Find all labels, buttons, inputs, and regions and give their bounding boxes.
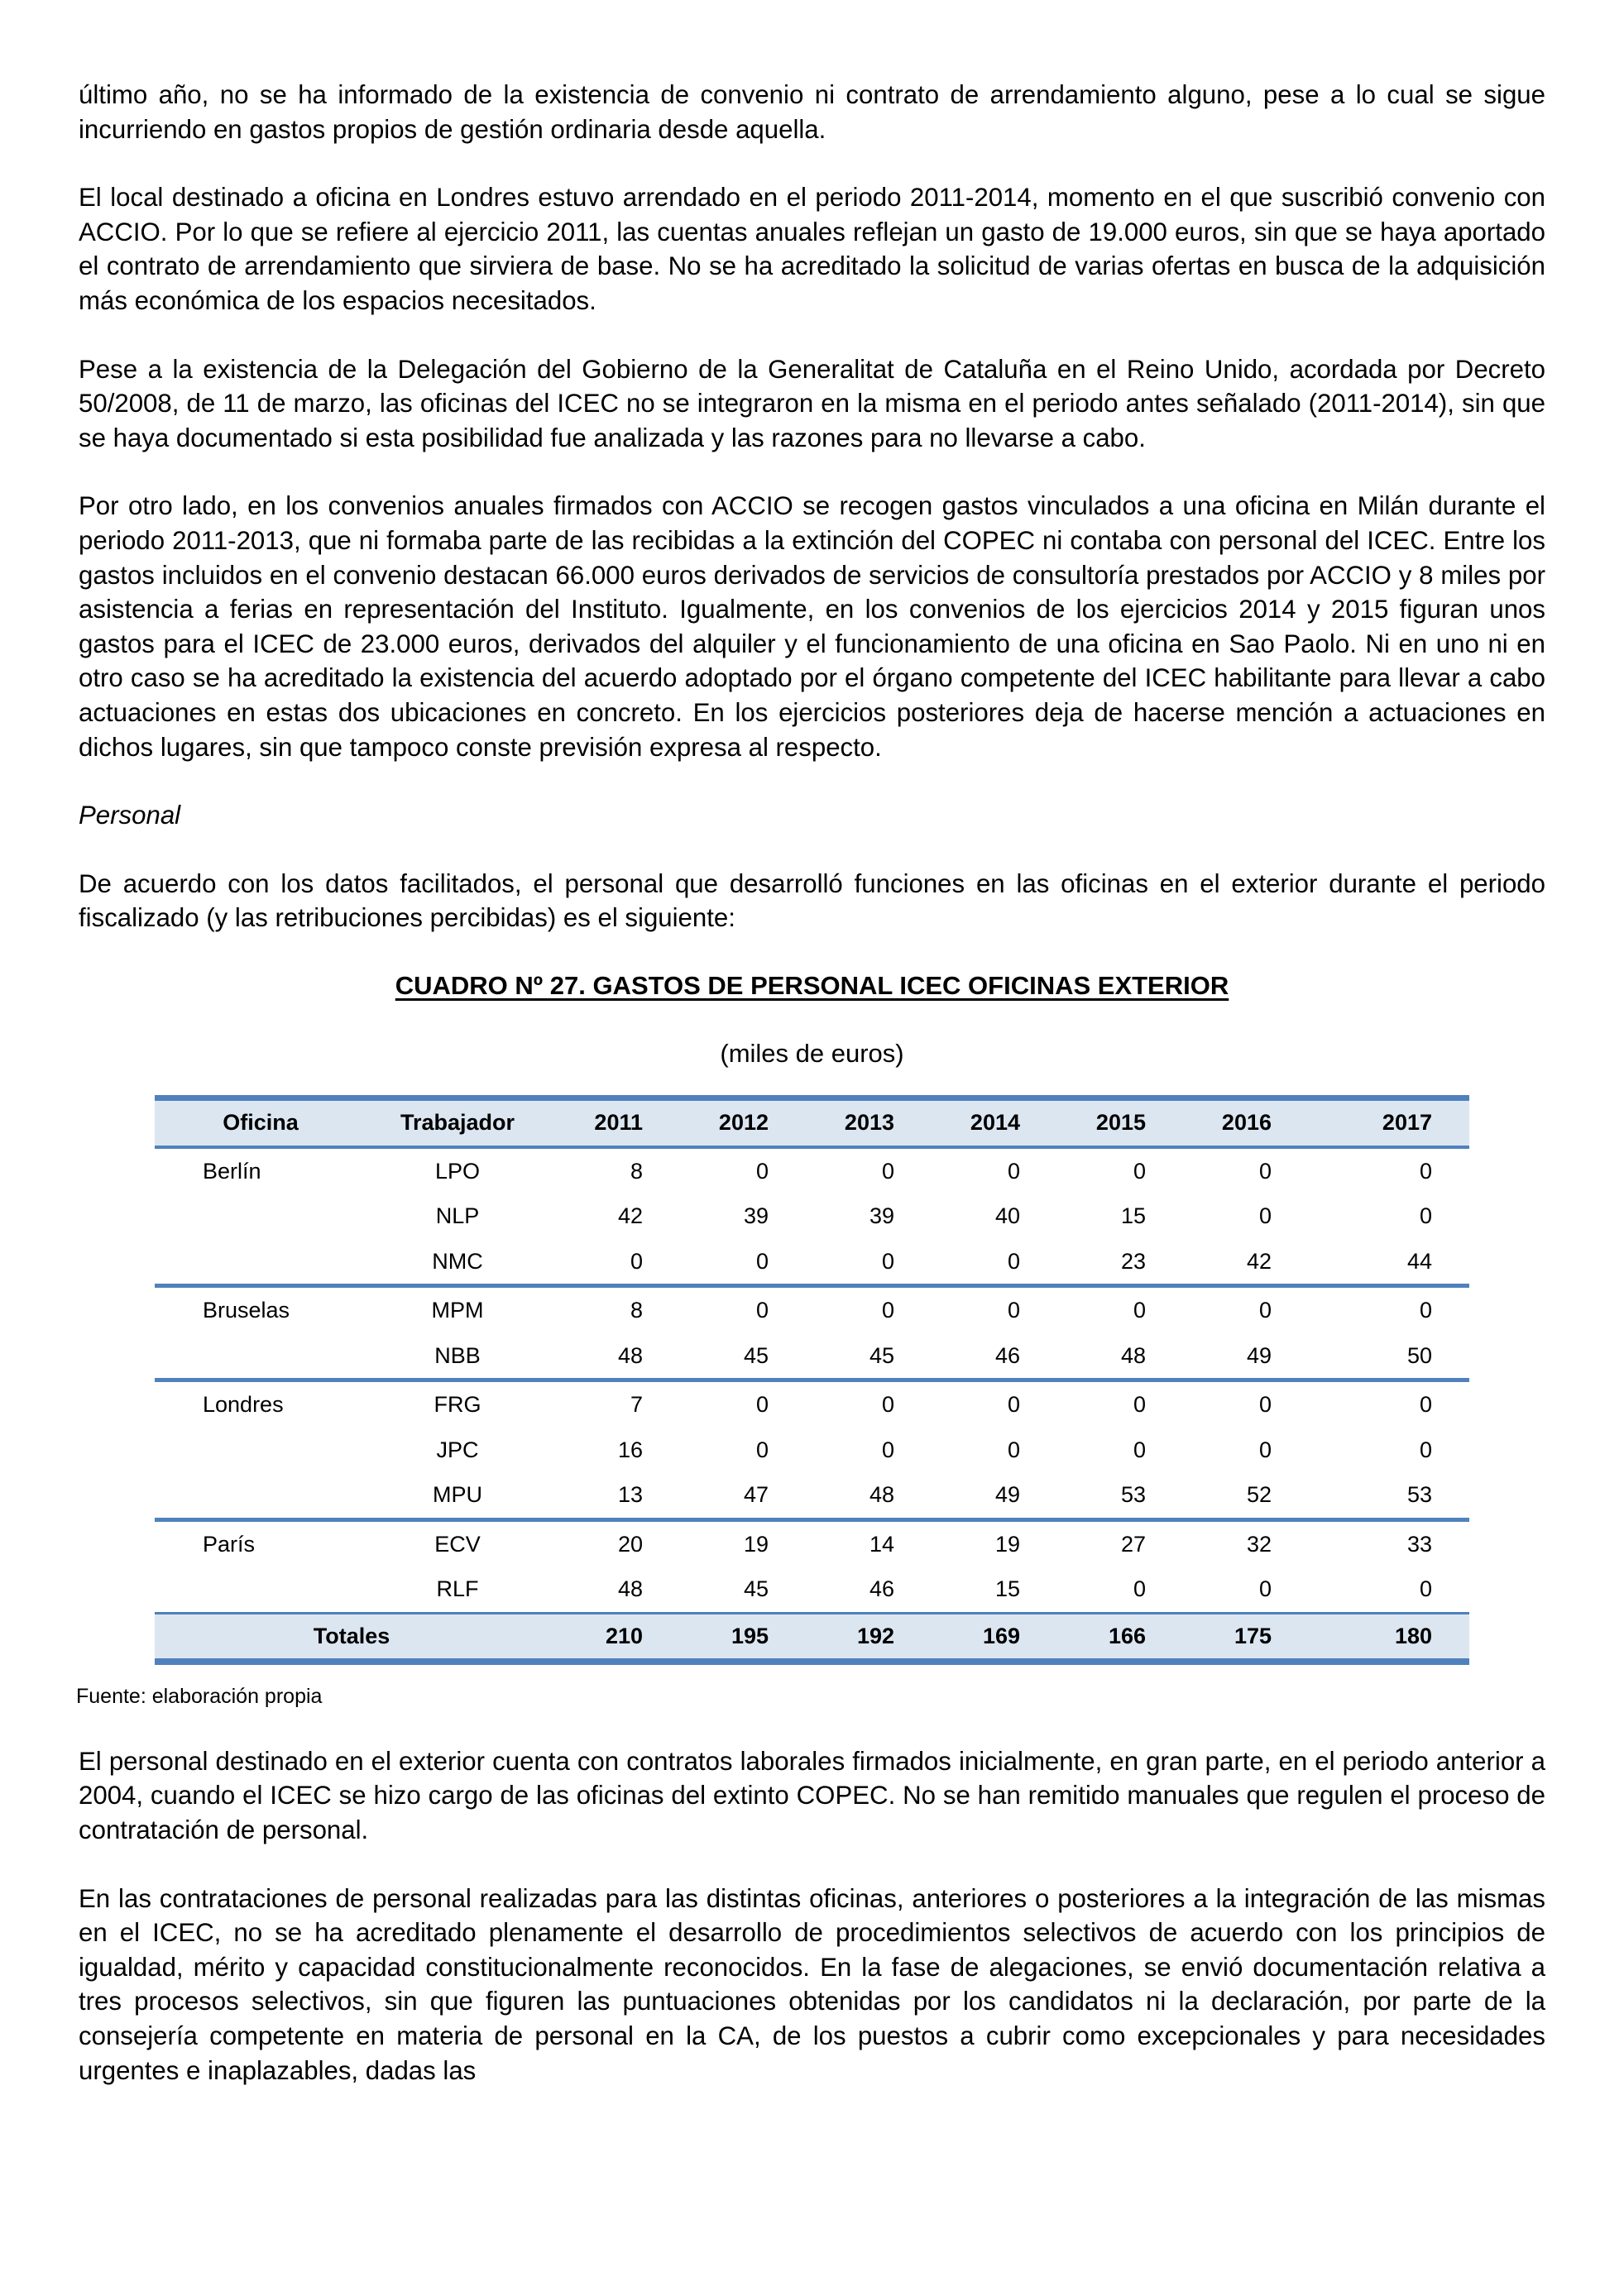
cell-value: 48 xyxy=(549,1333,674,1380)
cell-value: 0 xyxy=(1419,1298,1432,1323)
cell-trabajador: RLF xyxy=(436,1576,479,1602)
total-2013: 192 xyxy=(800,1613,926,1662)
cell-value: 53 xyxy=(1052,1472,1177,1519)
cell-trabajador: MPM xyxy=(431,1298,484,1323)
cell-value: 48 xyxy=(800,1472,926,1519)
cell-value: 8 xyxy=(630,1158,643,1184)
cell-oficina xyxy=(155,1472,366,1519)
cell-value: 15 xyxy=(994,1576,1020,1602)
cell-value: 0 xyxy=(881,1437,894,1462)
cell-value: 0 xyxy=(881,1158,894,1184)
column-header-2016: 2016 xyxy=(1177,1098,1303,1147)
cell-trabajador: LPO xyxy=(434,1158,481,1184)
total-2011: 210 xyxy=(549,1613,674,1662)
cell-value: 0 xyxy=(1258,1576,1272,1602)
cell-value: 0 xyxy=(1258,1392,1272,1418)
cell-oficina xyxy=(155,1239,366,1286)
cell-value: 45 xyxy=(674,1333,800,1380)
paragraph-delegation: Pese a la existencia de la Delegación del Gobierno de la Generalitat de Cataluña en el Reino Unido, acordada por Decreto 50/2008, de 11 de marzo, las oficinas del ICEC no se integraron en la misma en el periodo antes señalado (2011-2014), sin que se haya documentado si esta posibilidad fue analizada y las razones para no llevarse a cabo. xyxy=(79,354,1545,452)
totals-label: Totales xyxy=(155,1613,549,1662)
table-title: CUADRO Nº 27. GASTOS DE PERSONAL ICEC OFICINAS EXTERIOR xyxy=(395,970,1229,1000)
cell-value: 0 xyxy=(1133,1437,1146,1462)
cell-value: 0 xyxy=(1133,1392,1146,1418)
table-subtitle: (miles de euros) xyxy=(720,1038,904,1068)
cell-value: 0 xyxy=(549,1239,674,1286)
column-header-2017: 2017 xyxy=(1303,1098,1469,1147)
cell-oficina xyxy=(155,1193,366,1239)
cell-value: 0 xyxy=(1419,1203,1432,1229)
section-heading-personal: Personal xyxy=(79,801,181,830)
cell-oficina xyxy=(155,1428,366,1473)
cell-trabajador: NBB xyxy=(366,1333,549,1380)
cell-value: 0 xyxy=(755,1437,769,1462)
paragraph-personal-intro: De acuerdo con los datos facilitados, el personal que desarrolló funciones en las oficinas en el exterior durante el periodo fiscalizado (y las retribuciones percibidas) es el siguiente: xyxy=(79,868,1545,933)
paragraph-staff-contracts: El personal destinado en el exterior cuenta con contratos laborales firmados inicialmente, en gran parte, en el periodo anterior a 2004, cuando el ICEC se hizo cargo de las oficinas del extinto COPEC. No se han remitido manuales que regulen el proceso de contratación de personal. xyxy=(79,1746,1545,1845)
personnel-expenses-table xyxy=(155,1095,1469,1665)
table-row xyxy=(155,1193,1469,1239)
total-2015: 166 xyxy=(1052,1613,1177,1662)
cell-value: 0 xyxy=(755,1158,769,1184)
cell-value: 7 xyxy=(630,1392,643,1418)
cell-value: 0 xyxy=(1007,1392,1020,1418)
column-header-2013: 2013 xyxy=(800,1098,926,1147)
cell-value: 0 xyxy=(755,1298,769,1323)
cell-trabajador: NLP xyxy=(435,1203,480,1229)
total-2012: 195 xyxy=(674,1613,800,1662)
cell-value: 19 xyxy=(994,1531,1020,1557)
cell-trabajador: NMC xyxy=(366,1239,549,1286)
cell-value: 0 xyxy=(1133,1576,1146,1602)
cell-value: 45 xyxy=(800,1333,926,1380)
cell-value: 0 xyxy=(926,1239,1052,1286)
cell-value: 42 xyxy=(617,1203,643,1229)
column-header-2011: 2011 xyxy=(549,1098,674,1147)
cell-value: 50 xyxy=(1303,1333,1469,1380)
cell-value: 0 xyxy=(1419,1158,1432,1184)
cell-oficina: París xyxy=(203,1531,256,1557)
cell-value: 0 xyxy=(1007,1158,1020,1184)
table-row xyxy=(155,1286,1469,1333)
column-header-2014: 2014 xyxy=(926,1098,1052,1147)
total-2016: 175 xyxy=(1177,1613,1303,1662)
cell-value: 47 xyxy=(674,1472,800,1519)
cell-oficina xyxy=(155,1567,366,1613)
cell-value: 14 xyxy=(869,1531,894,1557)
cell-value: 45 xyxy=(743,1576,769,1602)
table-row xyxy=(155,1472,1469,1519)
cell-value: 16 xyxy=(617,1437,643,1462)
cell-value: 0 xyxy=(1258,1158,1272,1184)
table-row xyxy=(155,1380,1469,1428)
personnel-expenses-table-container xyxy=(155,1095,1469,1665)
cell-value: 48 xyxy=(1052,1333,1177,1380)
table-row xyxy=(155,1519,1469,1567)
cell-value: 0 xyxy=(674,1239,800,1286)
cell-value: 0 xyxy=(1258,1437,1272,1462)
cell-value: 39 xyxy=(869,1203,894,1229)
cell-value: 8 xyxy=(630,1298,643,1323)
cell-value: 0 xyxy=(1133,1158,1146,1184)
column-header-oficina: Oficina xyxy=(155,1098,366,1147)
cell-value: 49 xyxy=(926,1472,1052,1519)
document-page xyxy=(76,78,1545,2121)
cell-value: 46 xyxy=(869,1576,894,1602)
cell-value: 0 xyxy=(1258,1203,1272,1229)
total-2017: 180 xyxy=(1303,1613,1469,1662)
cell-value: 44 xyxy=(1303,1239,1469,1286)
cell-value: 0 xyxy=(1007,1298,1020,1323)
cell-trabajador: ECV xyxy=(434,1531,481,1557)
cell-value: 13 xyxy=(549,1472,674,1519)
paragraph-lease-info: último año, no se ha informado de la existencia de convenio ni contrato de arrendamiento alguno, pese a lo cual se sigue incurriendo en gastos propios de gestión ordinaria desde aquella. xyxy=(79,80,1545,144)
cell-value: 32 xyxy=(1246,1531,1272,1557)
cell-value: 0 xyxy=(881,1298,894,1323)
table-row xyxy=(155,1333,1469,1380)
cell-value: 20 xyxy=(617,1531,643,1557)
cell-value: 0 xyxy=(800,1239,926,1286)
paragraph-milan-saopaolo: Por otro lado, en los convenios anuales firmados con ACCIO se recogen gastos vinculados a una oficina en Milán durante el periodo 2011-2013, que ni formaba parte de las recibidas a la extinción del COPEC ni contaba con personal del ICEC. Entre los gastos incluidos en el convenio destacan 66.000 euros derivados de servicios de consultoría prestados por ACCIO y 8 miles por asistencia a ferias en representación del Instituto. Igualmente, en los convenios de los ejercicios 2014 y 2015 figuran unos gastos para el ICEC de 23.000 euros, derivados del alquiler y el funcionamiento de una oficina en Sao Paolo. Ni en uno ni en otro caso se ha acreditado la existencia del acuerdo adoptado por el órgano competente del ICEC habilitante para llevar a cabo actuaciones en estas dos ubicaciones en concreto. En los ejercicios posteriores deja de hacerse mención a actuaciones en dichos lugares, sin que tampoco conste previsión expresa al respecto. xyxy=(79,491,1545,762)
cell-value: 0 xyxy=(1419,1392,1432,1418)
cell-oficina xyxy=(155,1333,366,1380)
table-header-row xyxy=(155,1098,1469,1147)
cell-value: 49 xyxy=(1177,1333,1303,1380)
column-header-2015: 2015 xyxy=(1052,1098,1177,1147)
cell-value: 0 xyxy=(1258,1298,1272,1323)
table-row xyxy=(155,1239,1469,1286)
cell-value: 0 xyxy=(755,1392,769,1418)
totals-row xyxy=(155,1613,1469,1662)
cell-value: 19 xyxy=(743,1531,769,1557)
cell-value: 0 xyxy=(1133,1298,1146,1323)
cell-oficina: Londres xyxy=(203,1392,284,1418)
cell-value: 46 xyxy=(926,1333,1052,1380)
table-row xyxy=(155,1147,1469,1194)
cell-value: 40 xyxy=(994,1203,1020,1229)
cell-trabajador: MPU xyxy=(366,1472,549,1519)
cell-value: 0 xyxy=(1007,1437,1020,1462)
cell-value: 23 xyxy=(1052,1239,1177,1286)
cell-value: 27 xyxy=(1120,1531,1146,1557)
paragraph-london-office: El local destinado a oficina en Londres estuvo arrendado en el periodo 2011-2014, momento en el que suscribió convenio con ACCIO. Por lo que se refiere al ejercicio 2011, las cuentas anuales reflejan un gasto de 19.000 euros, sin que se haya aportado el contrato de arrendamiento que sirviera de base. No se ha acreditado la solicitud de varias ofertas en busca de la adquisición más económica de los espacios necesitados. xyxy=(79,183,1545,315)
table-row xyxy=(155,1428,1469,1473)
cell-value: 48 xyxy=(617,1576,643,1602)
table-source-note: Fuente: elaboración propia xyxy=(76,1684,323,1708)
cell-trabajador: JPC xyxy=(436,1437,479,1462)
cell-value: 0 xyxy=(1419,1576,1432,1602)
cell-value: 53 xyxy=(1303,1472,1469,1519)
table-row xyxy=(155,1567,1469,1613)
cell-value: 0 xyxy=(881,1392,894,1418)
cell-value: 33 xyxy=(1406,1531,1432,1557)
column-header-2012: 2012 xyxy=(674,1098,800,1147)
cell-value: 0 xyxy=(1419,1437,1432,1462)
cell-value: 42 xyxy=(1177,1239,1303,1286)
total-2014: 169 xyxy=(926,1613,1052,1662)
cell-trabajador: FRG xyxy=(434,1392,481,1418)
cell-oficina: Bruselas xyxy=(203,1298,290,1323)
cell-value: 52 xyxy=(1177,1472,1303,1519)
paragraph-hiring-procedures: En las contrataciones de personal realizadas para las distintas oficinas, anteriores o posteriores a la integración de las mismas en el ICEC, no se ha acreditado plenamente el desarrollo de procedimientos selectivos de acuerdo con los principios de igualdad, mérito y capacidad constitucionalmente reconocidos. En la fase de alegaciones, se envió documentación relativa a tres procesos selectivos, sin que figuren las puntuaciones obtenidas por los candidatos ni la declaración, por parte de la consejería competente en materia de personal en la CA, de los puestos a cubrir como excepcionales y para necesidades urgentes e inaplazables, dadas las xyxy=(79,1883,1545,2085)
cell-value: 39 xyxy=(743,1203,769,1229)
cell-oficina: Berlín xyxy=(203,1158,261,1184)
column-header-trabajador: Trabajador xyxy=(366,1098,549,1147)
cell-value: 15 xyxy=(1120,1203,1146,1229)
